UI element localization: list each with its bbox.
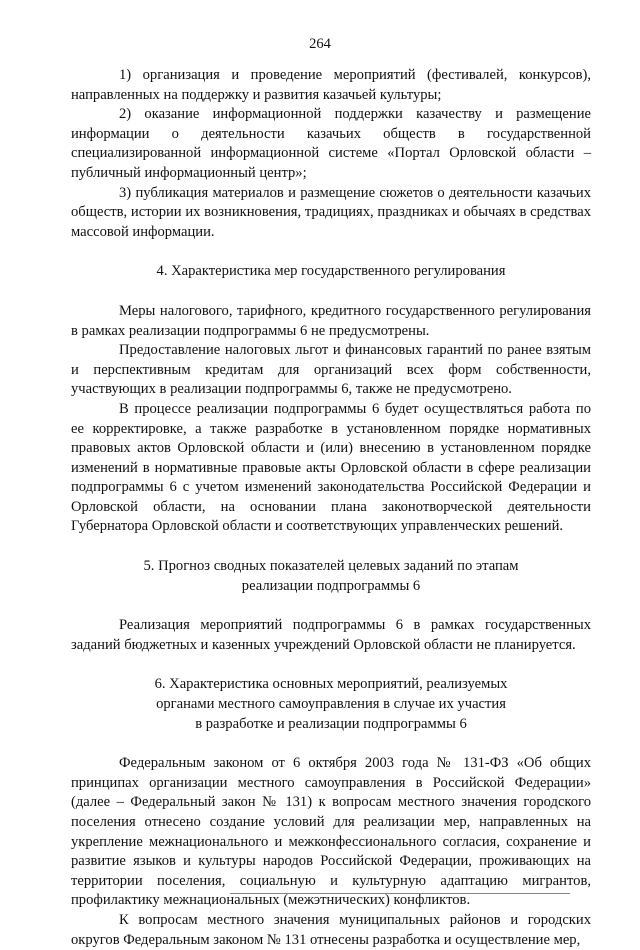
section-6-heading-line-3: в разработке и реализации подпрограммы 6 [195,715,467,732]
list-item-2: 2) оказание информационной поддержки казачеству и размещение информации о деятельности казачьих обществ в государственной специализированной информационной системе «Портал Орловской области – публичный информационный центр»; [71,106,591,181]
list-item-1: 1) организация и проведение мероприятий (фестивалей, конкурсов), направленных на поддержку и развития казачьей культуры; [71,67,591,103]
section-4-heading [71,262,591,282]
section-6-paragraph-1: Федеральным законом от 6 октября 2003 года № 131-ФЗ «Об общих принципах организации местного самоуправления в Российской Федерации» (далее – Федеральный закон № 131) к вопросам местного значения городского поселения отнесено создание условий для реализации мер, направленных на укрепление межнационального и межконфессионального согласия, сохранение и развитие языков и культуры народов Российской Федерации, проживающих на территории поселения, социальную и культурную адаптацию мигрантов, профилактику межнациональных (межэтнических) конфликтов. [71,755,591,909]
section-4-paragraph-1: Меры налогового, тарифного, кредитного государственного регулирования в рамках реализации подпрограммы 6 не предусмотрены. [71,302,591,339]
section-6-heading-line-1: 6. Характеристика основных мероприятий, реализуемых [154,676,508,693]
section-5-paragraph-1: Реализация мероприятий подпрограммы 6 в рамках государственных заданий бюджетных и казенных учреждений Орловской области не планируется. [71,617,591,653]
bottom-divider [230,893,570,894]
section-5-heading [71,557,591,596]
section-4-heading-line: 4. Характеристика мер государственного регулирования [156,263,506,280]
section-6-heading-line-2: органами местного самоуправления в случае их участия [156,696,506,713]
section-5-heading-line-1: 5. Прогноз сводных показателей целевых заданий по этапам [143,558,519,575]
section-4-paragraph-2: Предоставление налоговых льгот и финансовых гарантий по ранее взятым и перспективным кредитам для организаций всех форм собственности, участвующих в реализации подпрограммы 6, также не предусмотрено. [71,342,591,398]
section-4-paragraph-3: В процессе реализации подпрограммы 6 будет осуществляться работа по ее корректировке, а также разработке в установленном порядке нормативных правовых актов Орловской области и (или) внесению в установленном порядке изменений в нормативные правовые акты Орловской области в сфере реализации подпрограммы 6 с учетом изменений законодательства Российской Федерации и Орловской области, на основании плана законотворческой деятельности Губернатора Орловской области и соответствующих управленческих решений. [71,400,591,535]
document-body [71,66,591,950]
section-6-heading [71,675,591,734]
page-number: 264 [309,36,331,52]
section-6-paragraph-2: К вопросам местного значения муниципальных районов и городских округов Федеральным законом № 131 отнесены разработка и осуществление мер, [71,911,591,948]
section-5-heading-line-2: реализации подпрограммы 6 [241,577,421,594]
list-item-3: 3) публикация материалов и размещение сюжетов о деятельности казачьих обществ, истории их возникновения, традициях, праздниках и обычаях в средствах массовой информации. [71,184,591,240]
